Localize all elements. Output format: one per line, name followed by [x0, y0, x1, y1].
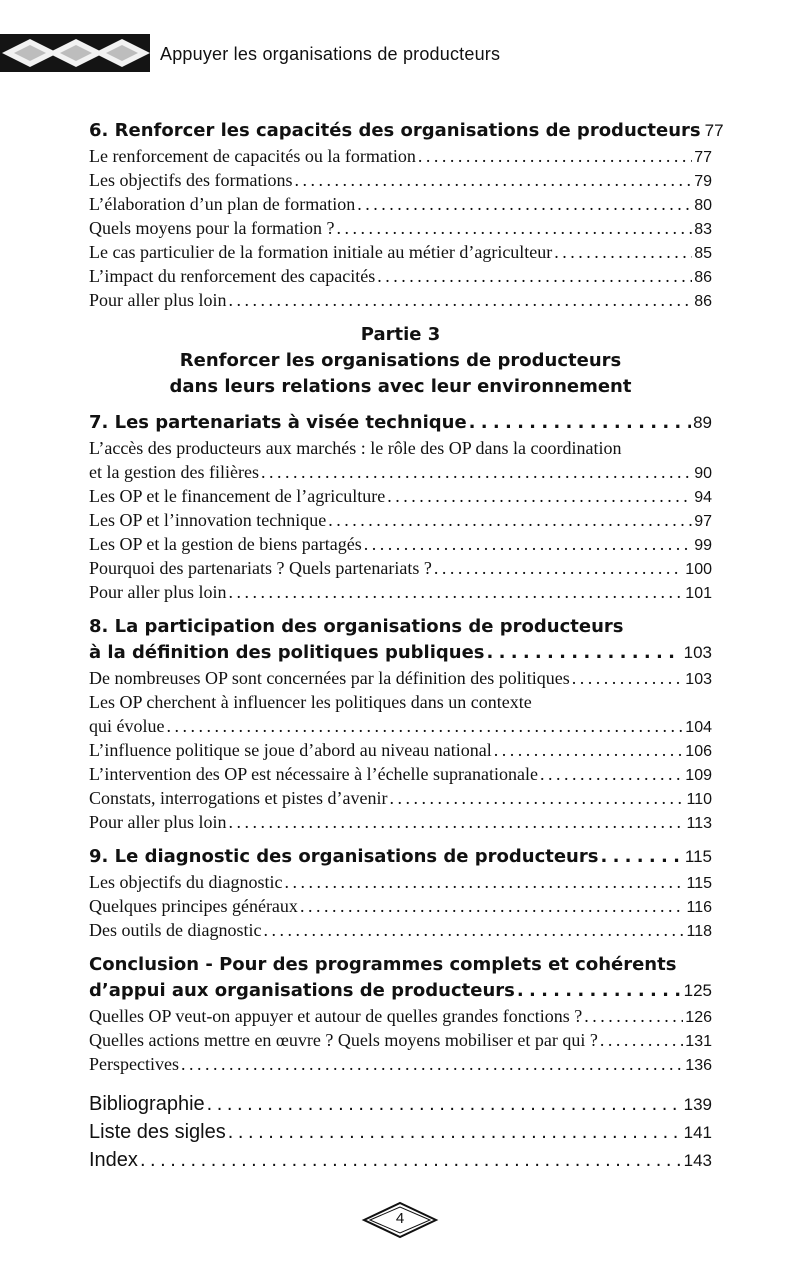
entry-title: Quels moyens pour la formation ? — [89, 218, 335, 238]
page-ref: 101 — [685, 585, 712, 602]
entry-title-line-1[interactable]: L’accès des producteurs aux marchés : le rôle des OP dans la coordination — [89, 438, 622, 458]
toc-entry[interactable] — [89, 240, 712, 264]
entry-title-line-2: et la gestion des filières — [89, 462, 259, 482]
entry-title: Les objectifs des formations — [89, 170, 293, 190]
page-ref: 125 — [683, 981, 712, 1000]
page-ref: 118 — [686, 923, 712, 940]
page-footer — [360, 1200, 440, 1240]
toc-entry[interactable] — [89, 918, 712, 942]
page-ref: 131 — [685, 1033, 712, 1050]
entry-title: L’influence politique se joue d’abord au niveau national — [89, 740, 492, 760]
entry-title: Quelques principes généraux — [89, 896, 298, 916]
entry-title: Les OP et la gestion de biens partagés — [89, 534, 362, 554]
toc-entry[interactable] — [89, 484, 712, 508]
entry-title: Liste des sigles — [89, 1121, 226, 1143]
page-ref: 77 — [704, 121, 724, 140]
page-ref: 103 — [685, 671, 712, 688]
entry-title: Pour aller plus loin — [89, 290, 227, 310]
toc-entry[interactable] — [89, 264, 712, 288]
toc-entry[interactable] — [89, 144, 712, 168]
page-ref: 143 — [683, 1151, 712, 1170]
page-ref: 83 — [694, 221, 712, 238]
toc-entry[interactable] — [89, 580, 712, 604]
toc-entry[interactable] — [89, 508, 712, 532]
entry-title: De nombreuses OP sont concernées par la définition des politiques — [89, 668, 570, 688]
toc-entry[interactable] — [89, 714, 712, 738]
diamond-pattern-icon — [0, 34, 150, 72]
chapter-title-line-2: d’appui aux organisations de producteurs — [89, 980, 515, 1001]
toc-index[interactable] — [89, 1146, 712, 1174]
toc-entry[interactable] — [89, 870, 712, 894]
page-ref: 89 — [693, 413, 712, 432]
page-ref: 103 — [683, 643, 712, 662]
toc-entry[interactable] — [89, 738, 712, 762]
toc-entry[interactable] — [89, 216, 712, 240]
page-ref: 94 — [694, 489, 712, 506]
page-ref: 113 — [686, 815, 712, 832]
page-ref: 115 — [684, 847, 712, 866]
entry-title: Les OP et le financement de l’agriculture — [89, 486, 386, 506]
page-ref: 110 — [686, 791, 712, 808]
chapter-title-line-1[interactable]: 8. La participation des organisations de producteurs — [89, 616, 624, 637]
running-head: Appuyer les organisations de producteurs — [160, 44, 501, 64]
toc-chapter-8[interactable] — [89, 640, 712, 666]
toc-acronyms[interactable] — [89, 1118, 712, 1146]
toc-chapter-6[interactable] — [89, 118, 724, 144]
page-ref: 80 — [694, 197, 712, 214]
toc-entry[interactable] — [89, 894, 712, 918]
page-ref: 90 — [694, 465, 712, 482]
page-ref: 106 — [685, 743, 712, 760]
page-ref: 86 — [694, 293, 712, 310]
page-ref: 85 — [694, 245, 712, 262]
page-ref: 104 — [685, 719, 712, 736]
entry-title: L’élaboration d’un plan de formation — [89, 194, 356, 214]
toc-conclusion[interactable] — [89, 978, 712, 1004]
page-ref: 136 — [685, 1057, 712, 1074]
toc-chapter-9[interactable] — [89, 844, 712, 870]
entry-title: Quelles actions mettre en œuvre ? Quels moyens mobiliser et par qui ? — [89, 1030, 598, 1050]
toc-entry[interactable] — [89, 1004, 712, 1028]
entry-title: Pourquoi des partenariats ? Quels partenariats ? — [89, 558, 432, 578]
entry-title: Le cas particulier de la formation initiale au métier d’agriculteur — [89, 242, 553, 262]
entry-title: Quelles OP veut-on appuyer et autour de quelles grandes fonctions ? — [89, 1006, 583, 1026]
toc-entry[interactable] — [89, 810, 712, 834]
toc-bibliography[interactable] — [89, 1090, 712, 1118]
entry-title: L’intervention des OP est nécessaire à l’échelle supranationale — [89, 764, 538, 784]
toc-entry[interactable] — [89, 168, 712, 192]
toc-entry[interactable] — [89, 1052, 712, 1076]
page-ref: 99 — [694, 537, 712, 554]
part-heading — [89, 322, 712, 400]
chapter-title: 9. Le diagnostic des organisations de producteurs — [89, 846, 599, 867]
entry-title: Pour aller plus loin — [89, 582, 227, 602]
page-ref: 77 — [694, 149, 712, 166]
page-ref: 100 — [685, 561, 712, 578]
toc-entry[interactable] — [89, 288, 712, 312]
page-ref: 109 — [685, 767, 712, 784]
table-of-contents — [89, 118, 724, 1174]
entry-title: Index — [89, 1149, 138, 1171]
part-title-line-1: Renforcer les organisations de producteurs — [179, 350, 622, 371]
entry-title: Bibliographie — [89, 1093, 205, 1115]
entry-title-line-1[interactable]: Les OP cherchent à influencer les politiques dans un contexte — [89, 692, 532, 712]
page-number: 4 — [395, 1210, 405, 1227]
chapter-title-line-1[interactable]: Conclusion - Pour des programmes complets et cohérents — [89, 954, 677, 975]
page-ref: 86 — [694, 269, 712, 286]
entry-title: Pour aller plus loin — [89, 812, 227, 832]
part-title-line-2: dans leurs relations avec leur environnement — [169, 376, 632, 397]
chapter-title: 6. Renforcer les capacités des organisations de producteurs — [89, 120, 701, 141]
chapter-title: 7. Les partenariats à visée technique — [89, 412, 467, 433]
toc-entry[interactable] — [89, 192, 712, 216]
entry-title: L’impact du renforcement des capacités — [89, 266, 376, 286]
toc-entry[interactable] — [89, 556, 712, 580]
part-label: Partie 3 — [360, 324, 441, 345]
toc-chapter-7[interactable] — [89, 410, 712, 436]
page-ref: 139 — [683, 1095, 712, 1114]
toc-entry[interactable] — [89, 1028, 712, 1052]
entry-title: Perspectives — [89, 1054, 179, 1074]
toc-entry[interactable] — [89, 460, 712, 484]
entry-title: Les objectifs du diagnostic — [89, 872, 283, 892]
toc-entry[interactable] — [89, 762, 712, 786]
entry-title: Le renforcement de capacités ou la formation — [89, 146, 416, 166]
toc-entry[interactable] — [89, 666, 712, 690]
toc-entry[interactable] — [89, 532, 712, 556]
entry-title: Des outils de diagnostic — [89, 920, 262, 940]
chapter-title-line-2: à la définition des politiques publiques — [89, 642, 485, 663]
page-ref: 141 — [683, 1123, 712, 1142]
page-ref: 116 — [686, 899, 712, 916]
page-ref: 97 — [694, 513, 712, 530]
toc-entry[interactable] — [89, 786, 712, 810]
entry-title-line-2: qui évolue — [89, 716, 165, 736]
entry-title: Les OP et l’innovation technique — [89, 510, 327, 530]
page-ref: 115 — [686, 875, 712, 892]
entry-title: Constats, interrogations et pistes d’avenir — [89, 788, 388, 808]
page-ref: 126 — [685, 1009, 712, 1026]
page-ref: 79 — [694, 173, 712, 190]
